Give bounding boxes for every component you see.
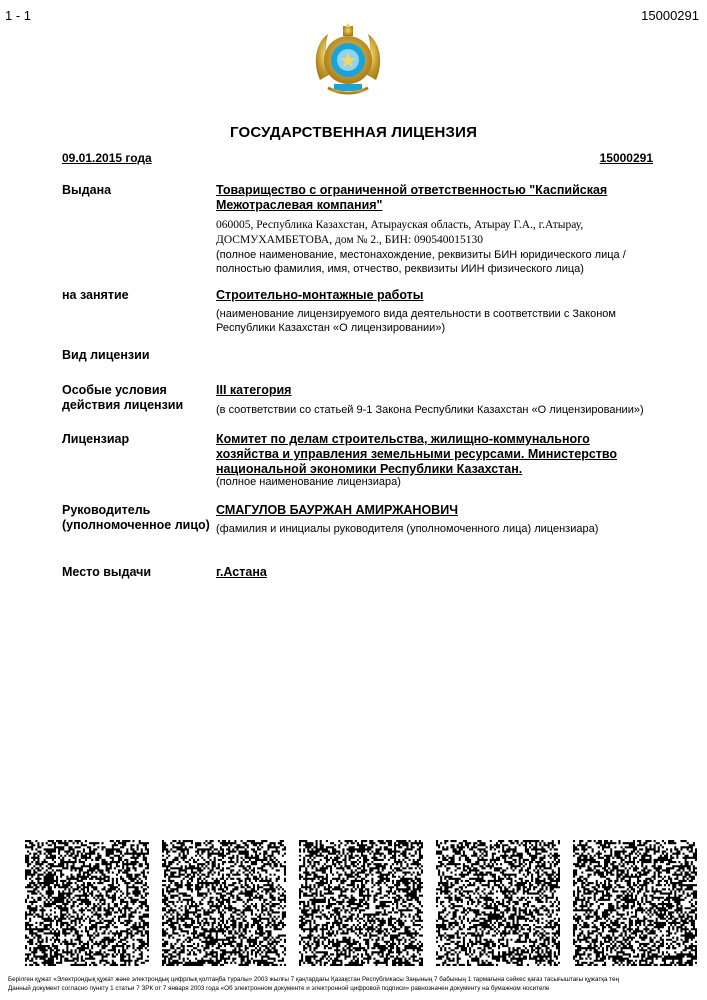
licensor-value: Комитет по делам строительства, жилищно-коммунального хозяйства и управления земельными ресурсами. Министерство национальной экономики Республики Казахстан. — [216, 432, 618, 476]
document-id: 15000291 — [641, 8, 699, 23]
license-number: 15000291 — [599, 151, 653, 165]
issued-to-address: 060005, Республика Казахстан, Атырауская область, Атырау Г.А., г.Атырау, ДОСМУХАМБЕТОВА, дом № 2., БИН: 090540015130 — [216, 219, 584, 246]
place-value: г.Астана — [216, 565, 267, 579]
legal-footer: Берілген құжат «Электрондық құжат және электрондық цифрлық қолтаңба туралы» 2003 жылғы 7 қаңтардағы Қазақстан Республикасы Заңының 7 бабының 1 тармағына сәйкес қағаз тасығыштағы құжатқа тең Данный документ согласно пункту 1 статьи 7 ЗРК от 7 января 2003 года «Об электронном документе и электронной цифровой подписи» равнозначен документу на бумажном носителе — [8, 976, 620, 992]
qr-code-5 — [573, 840, 697, 966]
issued-to-label: Выдана — [62, 183, 112, 197]
place-label: Место выдачи — [62, 565, 152, 579]
qr-code-1 — [25, 840, 149, 966]
head-label: Руководитель (уполномоченное лицо) — [62, 503, 210, 532]
license-type-label: Вид лицензии — [62, 348, 150, 362]
special-conditions-value: III категория — [216, 383, 292, 397]
head-value: СМАГУЛОВ БАУРЖАН АМИРЖАНОВИЧ — [216, 503, 458, 517]
special-conditions-label: Особые условия действия лицензии — [62, 383, 184, 412]
licensor-note: (полное наименование лицензиара) — [216, 476, 401, 488]
head-note: (фамилия и инициалы руководителя (уполномоченного лица) лицензиара) — [216, 523, 599, 535]
qr-code-row — [25, 840, 697, 968]
document-title: ГОСУДАРСТВЕННАЯ ЛИЦЕНЗИЯ — [229, 124, 478, 141]
state-emblem-icon — [310, 22, 386, 98]
activity-label: на занятие — [62, 288, 129, 302]
licensor-label: Лицензиар — [62, 432, 130, 446]
activity-note: (наименование лицензируемого вида деятельности в соответствии с Законом Республики Казахстан «О лицензировании») — [216, 308, 616, 334]
qr-code-4 — [436, 840, 560, 966]
issue-date: 09.01.2015 года — [62, 151, 152, 165]
qr-code-3 — [299, 840, 423, 966]
activity-value: Строительно-монтажные работы — [216, 288, 424, 302]
special-conditions-note: (в соответствии со статьей 9-1 Закона Республики Казахстан «О лицензировании») — [216, 404, 644, 416]
issued-to-note: (полное наименование, местонахождение, реквизиты БИН юридического лица / полностью фамилия, имя, отчество, реквизиты ИИН физического лица) — [216, 249, 626, 275]
qr-code-2 — [162, 840, 286, 966]
issued-to-value: Товарищество с ограниченной ответственностью "Каспийская Межотраслевая компания" — [216, 183, 608, 212]
page-indicator: 1 - 1 — [5, 8, 32, 23]
